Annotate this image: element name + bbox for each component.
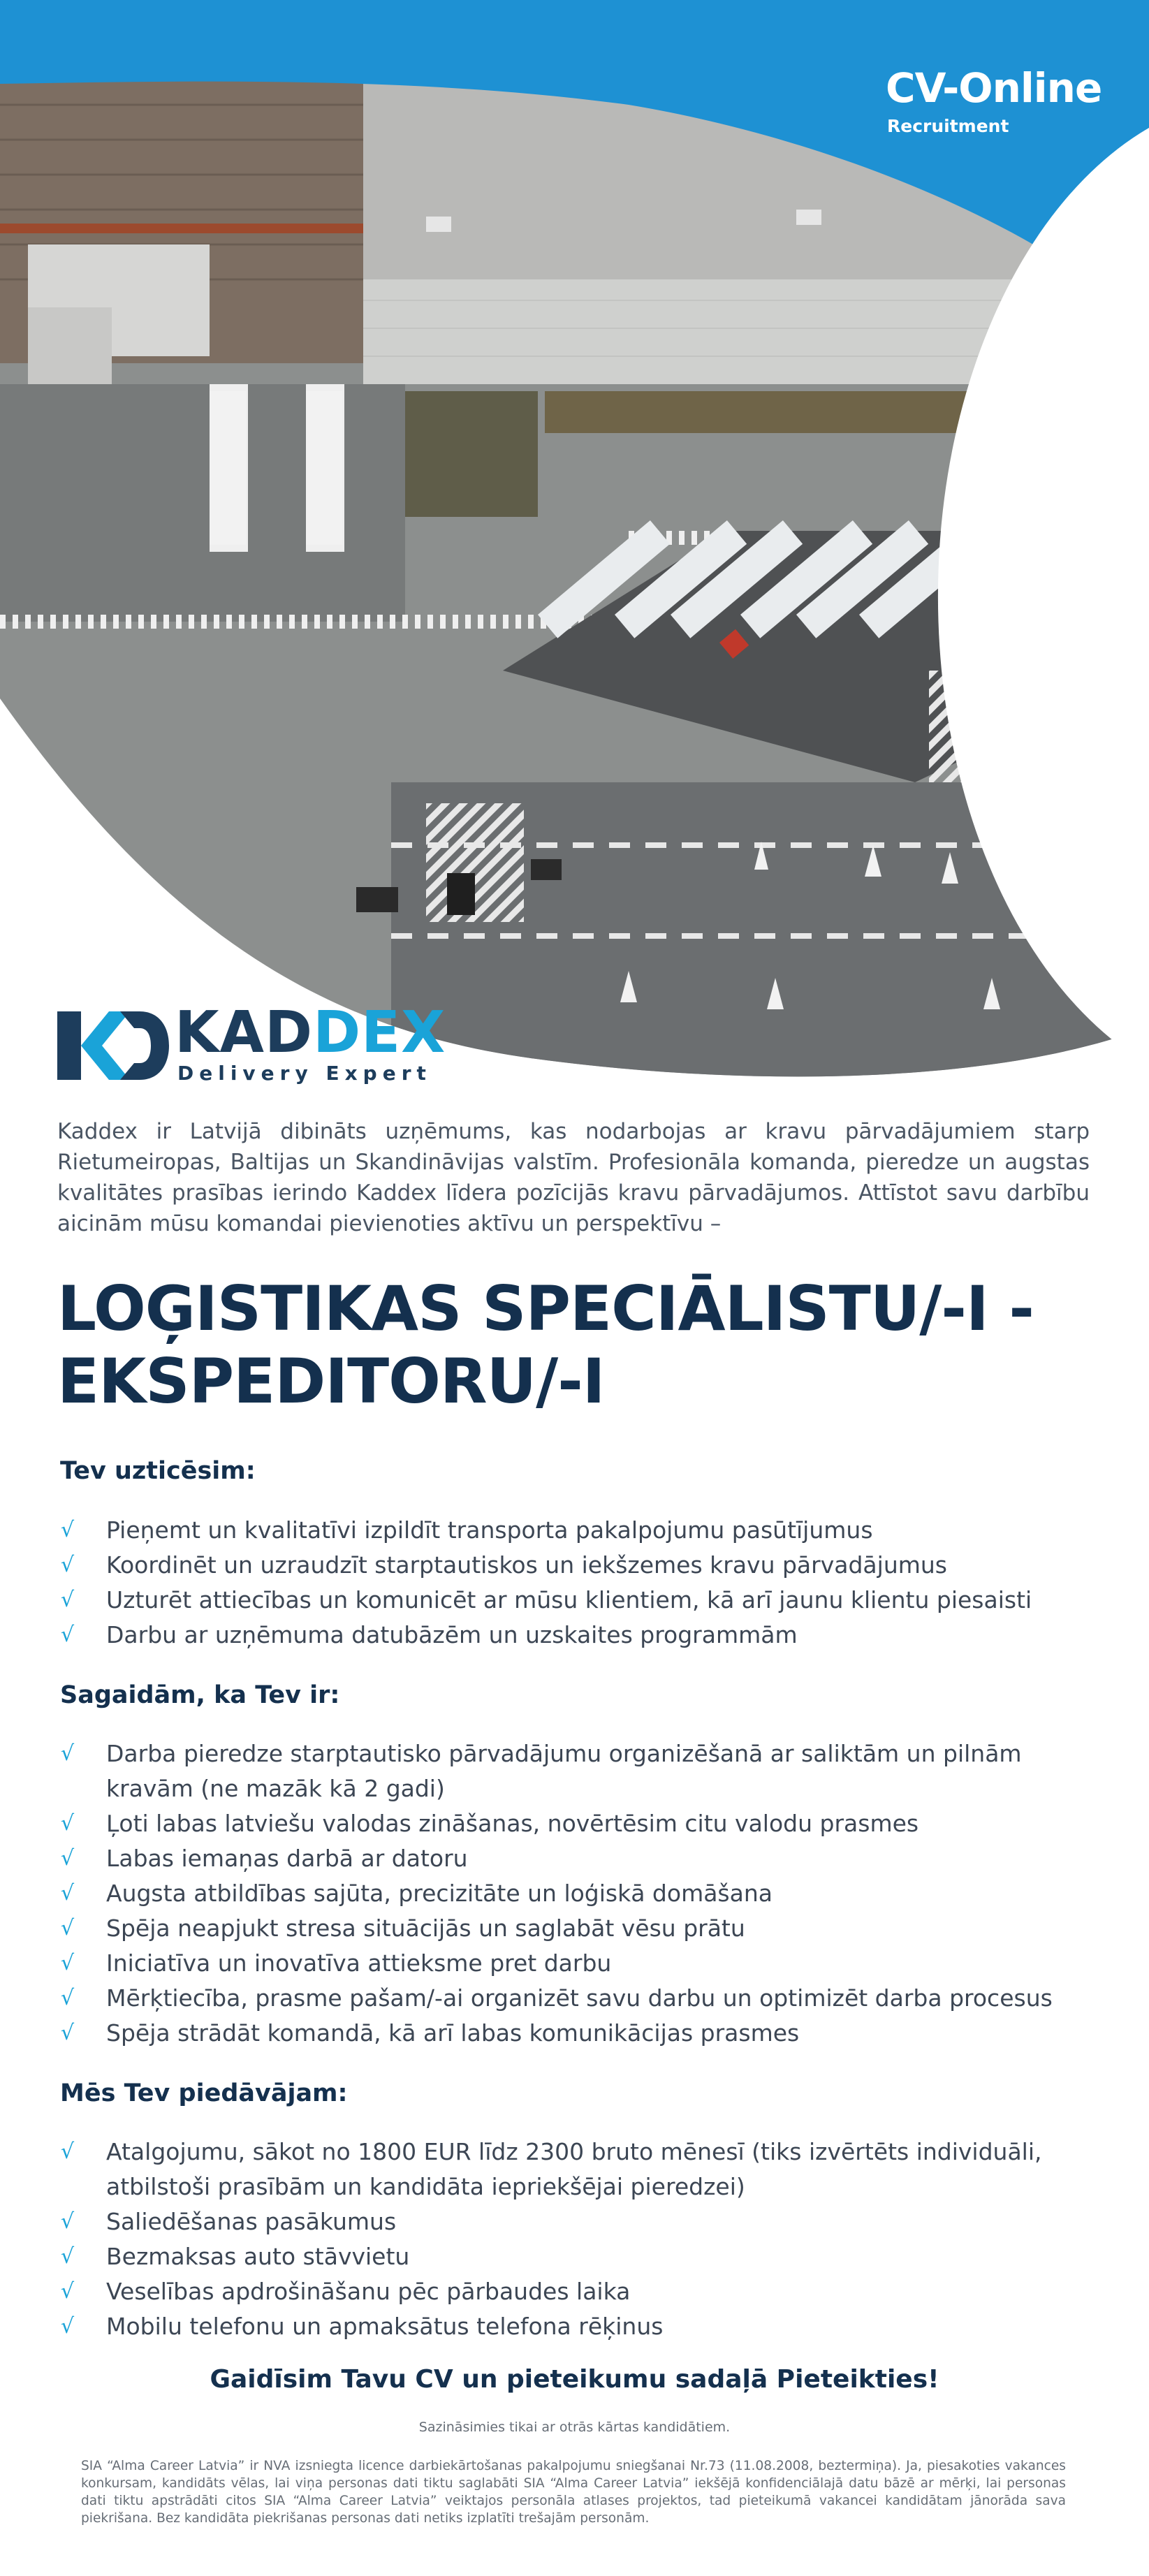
check-icon: √	[61, 1846, 75, 1871]
list-item: √ Spēja strādāt komandā, kā arī labas komunikācijas prasmes	[57, 2016, 1090, 2051]
job-title	[57, 1273, 1105, 1418]
list-item: √ Darba pieredze starptautisko pārvadājumu organizēšanā ar saliktām un pilnām kravām (ne mazāk kā 2 gadi)	[57, 1736, 1090, 1806]
check-icon: √	[61, 2021, 75, 2045]
check-icon: √	[61, 1741, 75, 1766]
cv-online-brand-name: CV-Online	[886, 64, 1102, 112]
job-title-line2: EKSPEDITORU/-I	[57, 1345, 605, 1417]
list-item: √ Veselības apdrošināšanu pēc pārbaudes laika	[57, 2274, 1090, 2309]
apply-call-to-action: Gaidīsim Tavu CV un pieteikumu sadaļā Pieteikties!	[210, 2365, 939, 2394]
list-item: √ Mērķtiecība, prasme pašam/-ai organizēt savu darbu un optimizēt darba procesus	[57, 1981, 1090, 2016]
section-responsibilities-title: Tev uzticēsim:	[60, 1457, 256, 1485]
contact-note: Sazināsimies tikai ar otrās kārtas kandidātiem.	[418, 2420, 731, 2435]
legal-disclaimer: SIA “Alma Career Latvia” ir NVA izsniegta licence darbiekārtošanas pakalpojumu sniegšanai Nr.73 (11.08.2008, beztermiņa). Ja, piesakoties vakances konkursam, kandidāts vēlas, lai viņa personas dati tiktu saglabāti SIA “Alma Career Latvia” iekšējā konfidenciālajā datu bāzē ar mērķi, lai personas dati tiktu apstrādāti citos SIA “Alma Career Latvia” veiktajos personāla atlases projektos, tad pieteikumā vakancei kandidātam jānorāda sava piekrišana. Bez kandidāta piekrišanas personas dati netiks izplatīti trešajām personām.	[81, 2459, 1066, 2526]
check-icon: √	[61, 1518, 75, 1542]
list-item: √ Labas iemaņas darbā ar datoru	[57, 1841, 1090, 1876]
list-item: √ Darbu ar uzņēmuma datubāzēm un uzskaites programmām	[57, 1618, 1090, 1653]
check-icon: √	[61, 1623, 75, 1647]
cv-online-icon	[810, 52, 1149, 1090]
list-item: √ Augsta atbildības sajūta, precizitāte un loģiskā domāšana	[57, 1876, 1090, 1911]
section-requirements-title: Sagaidām, ka Tev ir:	[60, 1681, 340, 1709]
cv-online-logo	[810, 52, 1104, 149]
kaddex-wordmark	[175, 1000, 446, 1066]
list-item: √ Bezmaksas auto stāvvietu	[57, 2239, 1090, 2274]
check-icon: √	[61, 1881, 75, 1905]
check-icon: √	[61, 2209, 75, 2234]
kaddex-wordmark-part2: DEX	[313, 1000, 446, 1066]
company-intro: Kaddex ir Latvijā dibināts uzņēmums, kas nodarbojas ar kravu pārvadājumiem starp Rietumeiropas, Baltijas un Skandināvijas valstīm. Profesionāla komanda, pieredze un augstas kvalitātes prasības ierindo Kaddex līdera pozīcijās kravu pārvadājumos. Attīstot savu darbību aicinām mūsu komandai pievienoties aktīvu un perspektīvu –	[57, 1119, 1090, 1236]
list-item: √ Atalgojumu, sākot no 1800 EUR līdz 2300 bruto mēnesī (tiks izvērtēts individuāli, atbilstoši prasībām un kandidāta iepriekšējai pieredzei)	[57, 2135, 1090, 2204]
cv-online-brand-sub: Recruitment	[887, 116, 1009, 136]
check-icon: √	[61, 1916, 75, 1940]
list-item: √ Iniciatīva un inovatīva attieksme pret darbu	[57, 1946, 1090, 1981]
hero-banner	[0, 0, 1149, 1090]
check-icon: √	[61, 2279, 75, 2304]
responsibilities-list	[57, 1513, 1090, 1653]
check-icon: √	[61, 2244, 75, 2269]
kaddex-wordmark-part1: KAD	[175, 1000, 314, 1066]
offer-list	[57, 2135, 1090, 2344]
list-item: √ Koordinēt un uzraudzīt starptautiskos un iekšzemes kravu pārvadājumus	[57, 1548, 1090, 1583]
section-offer-title: Mēs Tev piedāvājam:	[60, 2079, 348, 2107]
check-icon: √	[61, 2314, 75, 2339]
kaddex-tagline: Delivery Expert	[177, 1062, 432, 1085]
list-item: √ Pieņemt un kvalitatīvi izpildīt transporta pakalpojumu pasūtījumus	[57, 1513, 1090, 1548]
check-icon: √	[61, 1986, 75, 2010]
check-icon: √	[61, 1553, 75, 1577]
check-icon: √	[61, 1951, 75, 1975]
list-item: √ Uzturēt attiecības un komunicēt ar mūsu klientiem, kā arī jaunu klientu piesaisti	[57, 1583, 1090, 1618]
list-item: √ Ļoti labas latviešu valodas zināšanas, novērtēsim citu valodu prasmes	[57, 1806, 1090, 1841]
list-item: √ Mobilu telefonu un apmaksātus telefona rēķinus	[57, 2309, 1090, 2344]
requirements-list	[57, 1736, 1090, 2051]
check-icon: √	[61, 1588, 75, 1612]
list-item: √ Spēja neapjukt stresa situācijās un saglabāt vēsu prātu	[57, 1911, 1090, 1946]
kaddex-logo	[57, 1000, 448, 1088]
check-icon: √	[61, 2139, 75, 2164]
list-item: √ Saliedēšanas pasākumus	[57, 2204, 1090, 2239]
kaddex-icon	[57, 1009, 169, 1083]
job-title-line1: LOĢISTIKAS SPECIĀLISTU/-I -	[57, 1273, 1034, 1345]
check-icon: √	[61, 1811, 75, 1836]
